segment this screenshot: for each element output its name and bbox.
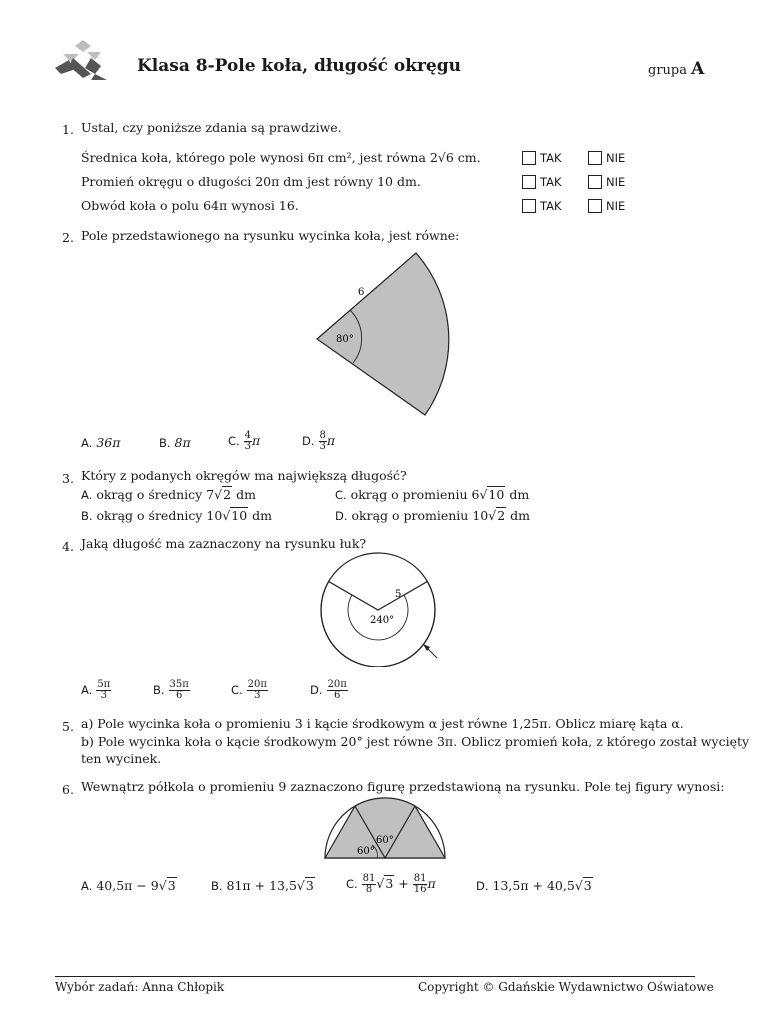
- q3-number: 3.: [62, 471, 74, 486]
- q1-number: 1.: [62, 122, 74, 137]
- q5-part-b-line1: b) Pole wycinka koła o kącie środkowym 20° jest równe 3π. Oblicz promień koła, z którego został wycięty: [81, 734, 750, 749]
- group-indicator: [648, 59, 704, 79]
- q1-row2-false[interactable]: NIE: [588, 175, 625, 189]
- checkbox[interactable]: [522, 199, 536, 213]
- q1-row2-true[interactable]: TAK: [522, 175, 562, 189]
- q4-answer-c[interactable]: C. $\frac{20\pi}{3}$: [231, 679, 267, 701]
- publisher-logo: [55, 40, 107, 82]
- q6-answer-b[interactable]: B. 81π + 13,5√3: [211, 878, 314, 893]
- q2-answer-a[interactable]: A. 36π: [81, 435, 121, 450]
- q4-answer-b[interactable]: B. $\frac{35\pi}{6}$: [153, 679, 189, 701]
- q5-part-a: a) Pole wycinka koła o promieniu 3 i kącie środkowym α jest równe 1,25π. Oblicz miarę kąta α.: [81, 716, 684, 731]
- q5-part-b-line2: ten wycinek.: [81, 751, 162, 766]
- q6-answer-d[interactable]: D. 13,5π + 40,5√3: [476, 878, 592, 893]
- radius-label: 5: [395, 589, 402, 600]
- angle-bottom-label: 60°: [357, 846, 375, 857]
- q3-prompt: Który z podanych okręgów ma największą długość?: [81, 468, 407, 483]
- q1-statement-3: Obwód koła o polu 64π wynosi 16.: [81, 198, 299, 213]
- q1-statement-2: Promień okręgu o długości 20π dm jest równy 10 dm.: [81, 174, 421, 189]
- q2-answer-c[interactable]: C. $\frac{4}{3}$ π: [228, 430, 261, 452]
- footer-copyright: Copyright © Gdańskie Wydawnictwo Oświatowe: [418, 980, 714, 994]
- q1-row3-true[interactable]: TAK: [522, 199, 562, 213]
- arc-figure: [315, 552, 455, 667]
- q2-answer-b[interactable]: B. 8π: [159, 435, 191, 450]
- q1-statement-1: Średnica koła, którego pole wynosi 6π cm², jest równa 2√6 cm.: [81, 150, 481, 165]
- q3-answer-c[interactable]: C. okrąg o promieniu 6√10 dm: [335, 487, 530, 502]
- group-label: grupa: [648, 63, 687, 78]
- q3-answer-d[interactable]: D. okrąg o promieniu 10√2 dm: [335, 508, 530, 523]
- page-title: Klasa 8-Pole koła, długość okręgu: [137, 56, 461, 76]
- angle-top-label: 60°: [376, 835, 394, 846]
- q1-prompt: Ustal, czy poniższe zdania są prawdziwe.: [81, 120, 342, 135]
- checkbox[interactable]: [588, 175, 602, 189]
- q6-answer-c[interactable]: C. $\frac{81}{8}$ √3 + $\frac{81}{16}$ π: [346, 873, 436, 895]
- semicircle-figure: [320, 797, 450, 863]
- arc-pointer: [427, 648, 437, 658]
- shaded-figure: [325, 798, 445, 858]
- footer-author: Wybór zadań: Anna Chłopik: [55, 980, 225, 994]
- q2-answer-d[interactable]: D. $\frac{8}{3}$ π: [302, 430, 336, 452]
- checkbox[interactable]: [522, 175, 536, 189]
- q3-answer-b[interactable]: B. okrąg o średnicy 10√10 dm: [81, 508, 273, 523]
- footer-divider: [55, 976, 695, 977]
- q6-answer-a[interactable]: A. 40,5π − 9√3: [81, 878, 176, 893]
- q4-answer-a[interactable]: A. $\frac{5\pi}{3}$: [81, 679, 111, 701]
- group-letter: A: [691, 59, 705, 79]
- checkbox[interactable]: [588, 151, 602, 165]
- q1-row1-false[interactable]: NIE: [588, 151, 625, 165]
- q4-prompt: Jaką długość ma zaznaczony na rysunku łuk?: [81, 536, 367, 551]
- q1-row1-true[interactable]: TAK: [522, 151, 562, 165]
- q4-answer-d[interactable]: D. $\frac{20\pi}{6}$: [310, 679, 347, 701]
- q4-number: 4.: [62, 539, 74, 554]
- q6-number: 6.: [62, 782, 74, 797]
- q1-row3-false[interactable]: NIE: [588, 199, 625, 213]
- q6-prompt: Wewnątrz półkola o promieniu 9 zaznaczono figurę przedstawioną na rysunku. Pole tej figury wynosi:: [81, 779, 725, 794]
- q2-prompt: Pole przedstawionego na rysunku wycinka koła, jest równe:: [81, 228, 460, 243]
- sector-figure: [300, 245, 470, 425]
- radius-label: 6: [358, 287, 365, 298]
- checkbox[interactable]: [588, 199, 602, 213]
- angle-label: 240°: [370, 615, 395, 626]
- angle-label: 80°: [336, 334, 354, 345]
- checkbox[interactable]: [522, 151, 536, 165]
- q5-number: 5.: [62, 719, 74, 734]
- q3-answer-a[interactable]: A. okrąg o średnicy 7√2 dm: [81, 487, 256, 502]
- q2-number: 2.: [62, 230, 74, 245]
